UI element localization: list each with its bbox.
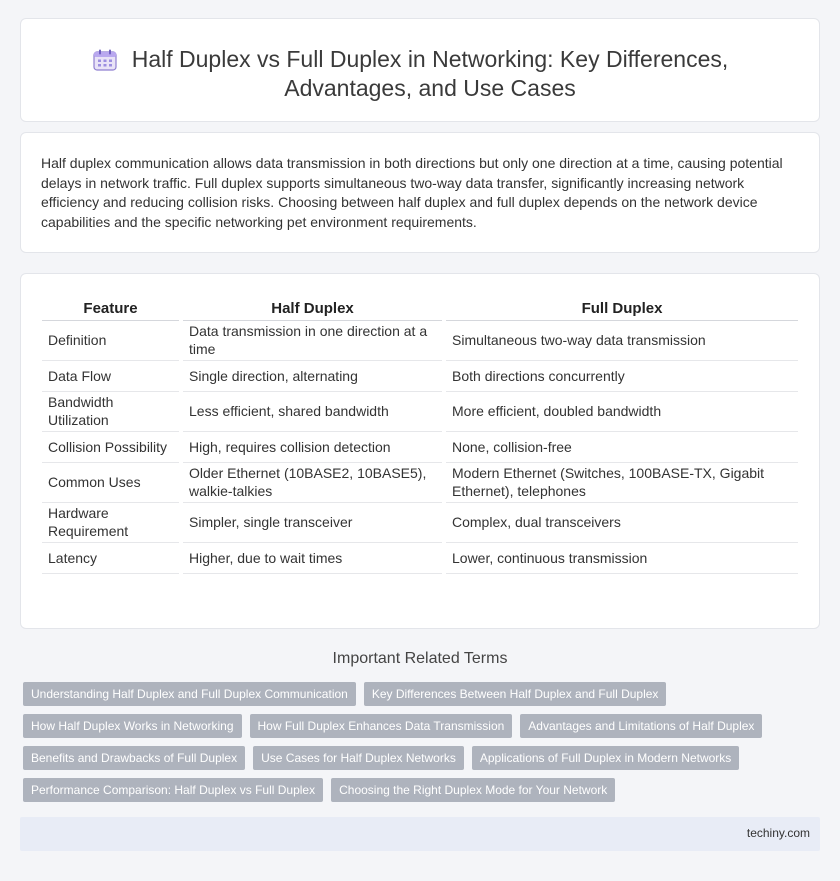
table-row: [42, 431, 798, 462]
table-row: [42, 542, 798, 573]
table-cell: Data transmission in one direction at a time: [181, 320, 444, 360]
related-term-link[interactable]: Use Cases for Half Duplex Networks: [253, 746, 464, 770]
related-term-link[interactable]: Applications of Full Duplex in Modern Networks: [472, 746, 739, 770]
column-header-full-duplex: Full Duplex: [444, 294, 798, 320]
page-title: Half Duplex vs Full Duplex in Networking: Key Differences, Advantages, and Use Cases: [131, 46, 729, 101]
table-cell: Simpler, single transceiver: [181, 502, 444, 542]
table-cell: Lower, continuous transmission: [444, 542, 798, 573]
table-cell: Common Uses: [42, 462, 181, 502]
table-cell: Both directions concurrently: [444, 360, 798, 391]
table-row: [42, 462, 798, 502]
related-term-link[interactable]: Understanding Half Duplex and Full Duplex Communication: [23, 682, 356, 706]
table-cell: Older Ethernet (10BASE2, 10BASE5), walkie-talkies: [181, 462, 444, 502]
column-header-feature: Feature: [42, 294, 181, 320]
table-cell: Complex, dual transceivers: [444, 502, 798, 542]
related-terms-list: [23, 682, 803, 802]
table-cell: Single direction, alternating: [181, 360, 444, 391]
table-row: [42, 360, 798, 391]
comparison-table: [42, 294, 798, 574]
header-card: [20, 18, 820, 122]
related-term-link[interactable]: Performance Comparison: Half Duplex vs Full Duplex: [23, 778, 323, 802]
table-header-row: [42, 294, 798, 320]
table-row: [42, 320, 798, 360]
comparison-table-card: [20, 273, 820, 629]
related-term-link[interactable]: Benefits and Drawbacks of Full Duplex: [23, 746, 245, 770]
related-term-link[interactable]: How Half Duplex Works in Networking: [23, 714, 242, 738]
table-cell: Definition: [42, 320, 181, 360]
table-cell: Less efficient, shared bandwidth: [181, 391, 444, 431]
related-term-link[interactable]: Key Differences Between Half Duplex and Full Duplex: [364, 682, 667, 706]
table-cell: Higher, due to wait times: [181, 542, 444, 573]
table-cell: Data Flow: [42, 360, 181, 391]
footer-brand[interactable]: techiny.com: [746, 826, 810, 840]
table-cell: Modern Ethernet (Switches, 100BASE-TX, Gigabit Ethernet), telephones: [444, 462, 798, 502]
table-cell: Collision Possibility: [42, 431, 181, 462]
intro-card: [20, 132, 820, 253]
table-cell: Latency: [42, 542, 181, 573]
footer-bar: [20, 817, 820, 851]
related-terms-heading: Important Related Terms: [332, 650, 508, 667]
table-cell: None, collision-free: [444, 431, 798, 462]
related-term-link[interactable]: Choosing the Right Duplex Mode for Your Network: [331, 778, 615, 802]
table-cell: More efficient, doubled bandwidth: [444, 391, 798, 431]
table-cell: Bandwidth Utilization: [42, 391, 181, 431]
table-row: [42, 391, 798, 431]
table-row: [42, 502, 798, 542]
table-cell: Simultaneous two-way data transmission: [444, 320, 798, 360]
related-term-link[interactable]: Advantages and Limitations of Half Duplex: [520, 714, 762, 738]
related-term-link[interactable]: How Full Duplex Enhances Data Transmission: [250, 714, 513, 738]
intro-paragraph: Half duplex communication allows data transmission in both directions but only one direction at a time, causing potential delays in network traffic. Full duplex supports simultaneous two-way data transfer, significantly increasing network efficiency and reducing collision risks. Choosing between half duplex and full duplex depends on the network device capabilities and the specific networking pet environment requirements.: [41, 155, 783, 230]
table-cell: High, requires collision detection: [181, 431, 444, 462]
column-header-half-duplex: Half Duplex: [181, 294, 444, 320]
table-cell: Hardware Requirement: [42, 502, 181, 542]
